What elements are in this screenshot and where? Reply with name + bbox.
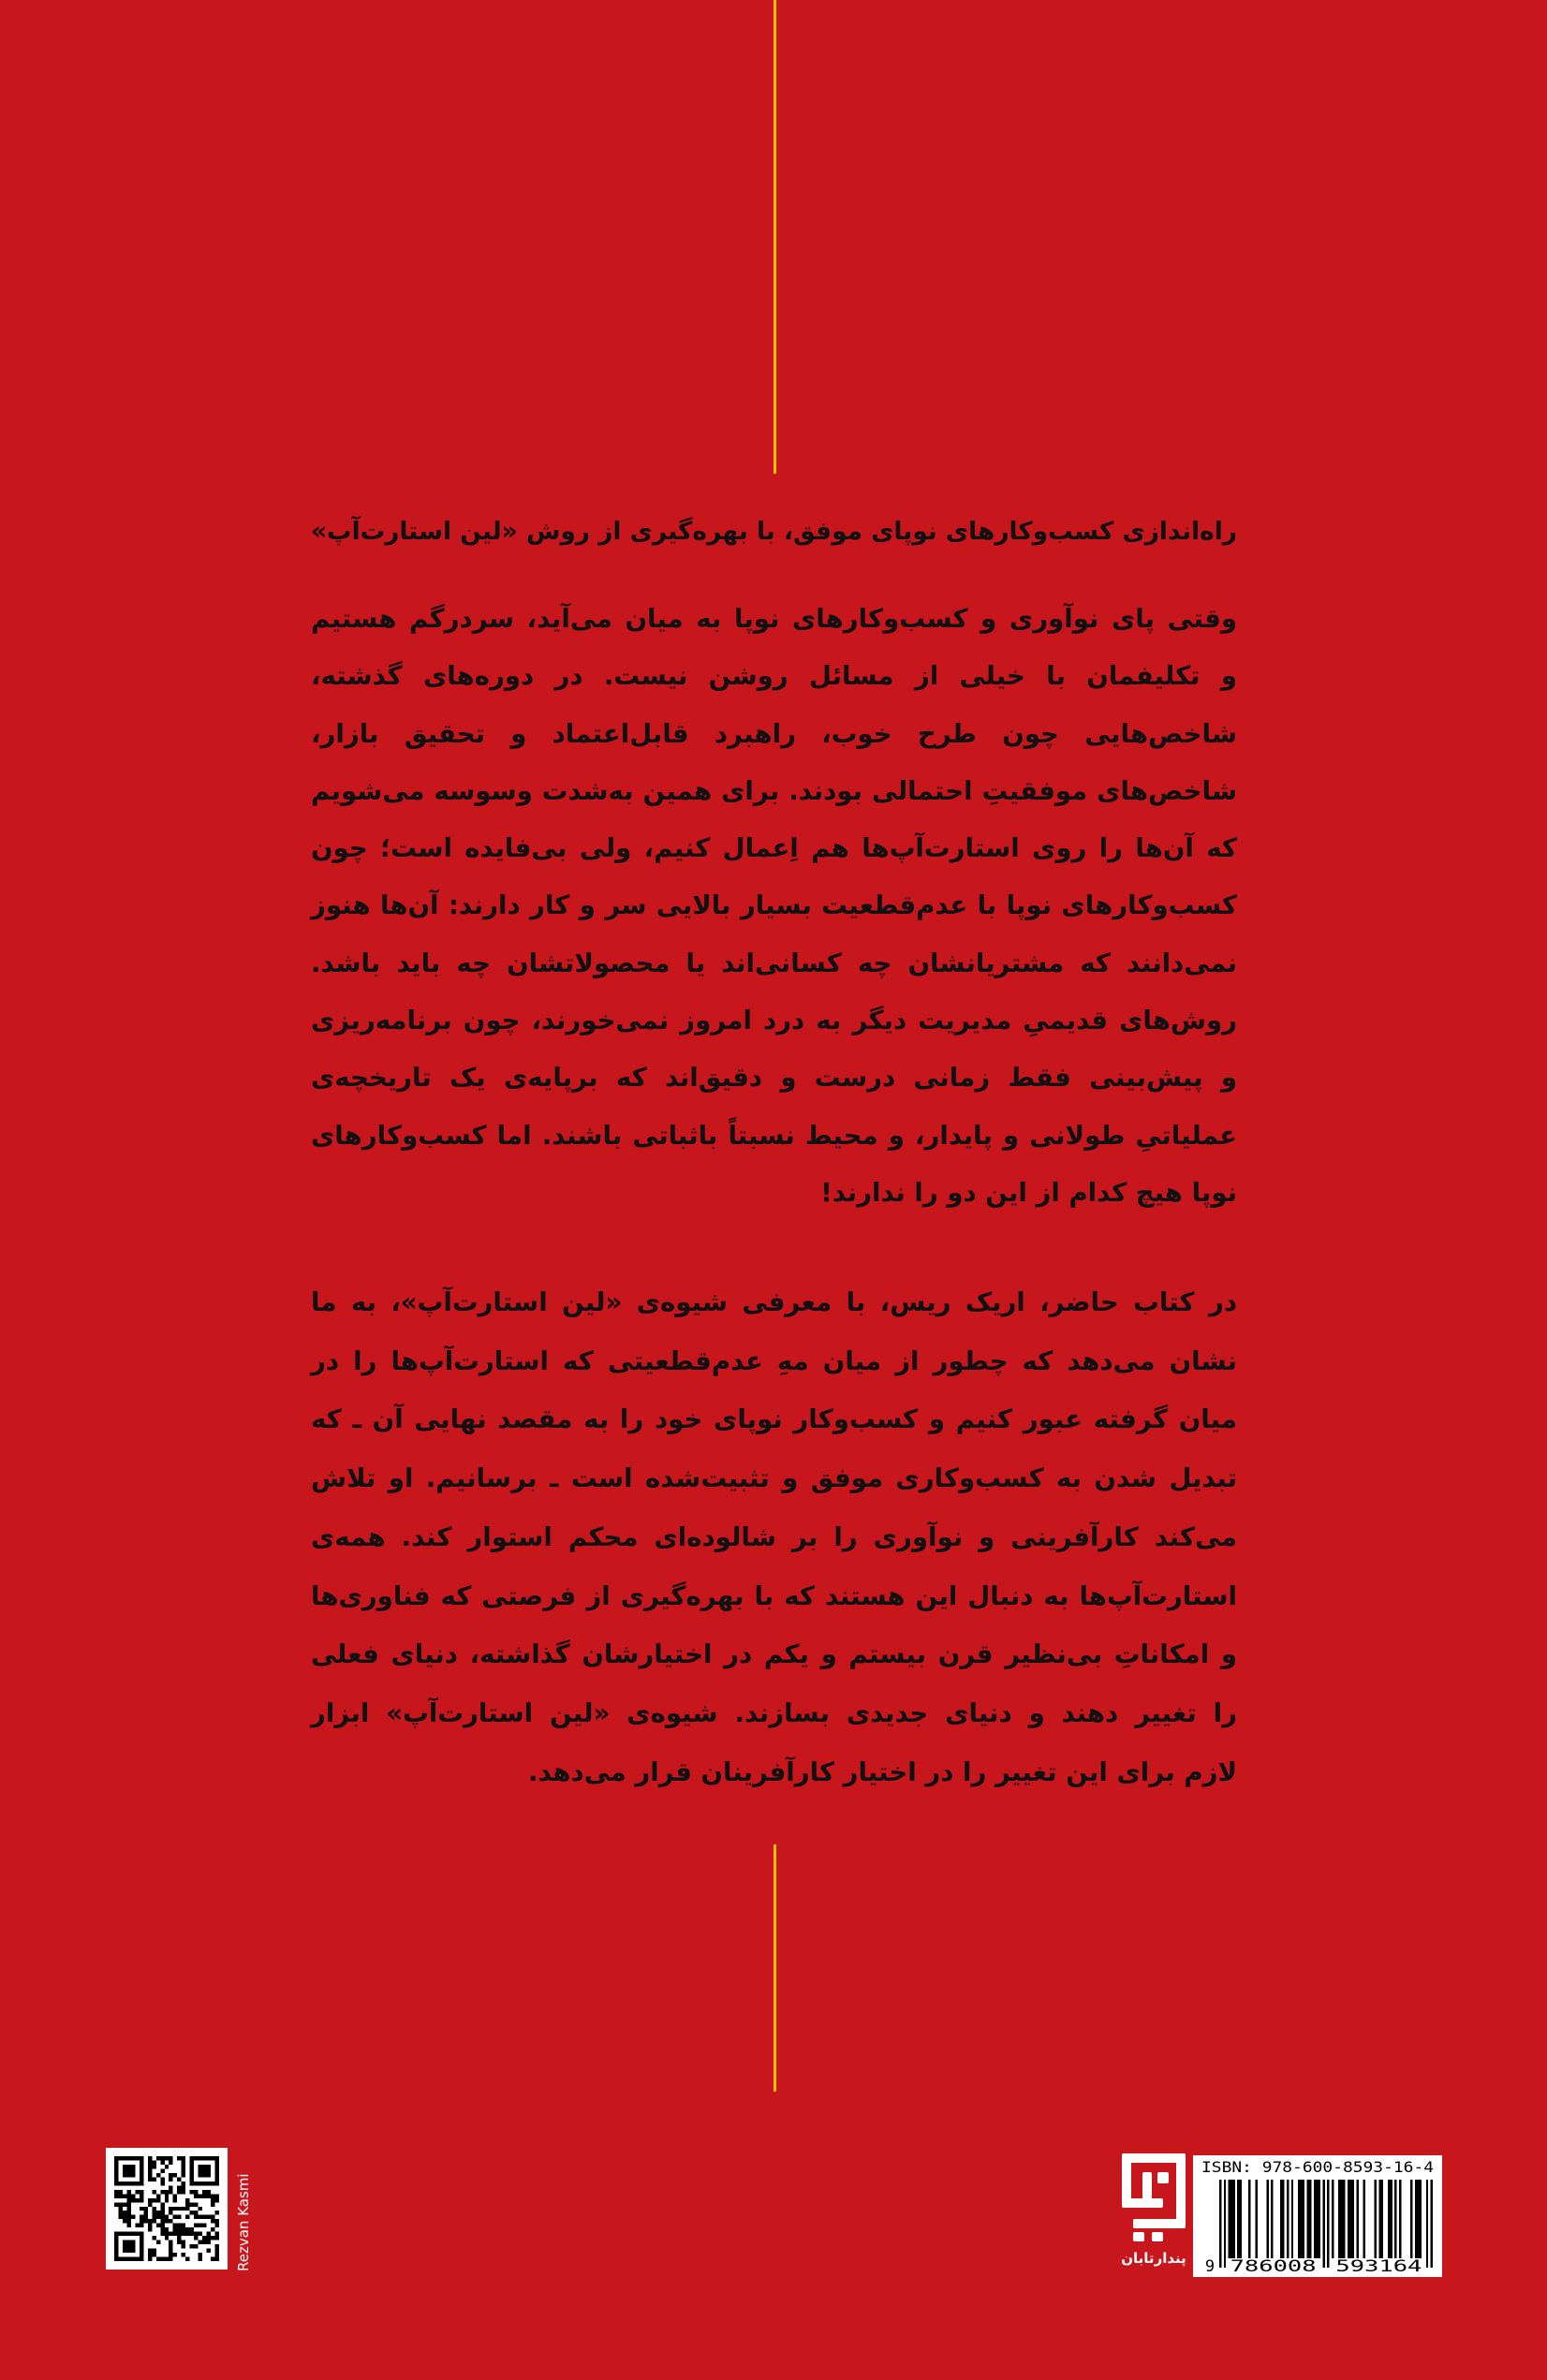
barcode-bar (1394, 2180, 1396, 2258)
paragraph-line: نوپا هیچ کدام از این دو را ندارند! (820, 1176, 1237, 1208)
top-accent-line (774, 0, 776, 474)
designer-credit: Rezvan Kasmi (235, 2173, 252, 2271)
qr-code-icon (106, 2148, 228, 2270)
paragraph-line: در کتاب حاضر، اریک ریس، با معرفی شیوه‌ی «لین استارت‌آپ»، به ما (311, 1286, 1237, 1317)
barcode-bar (1375, 2180, 1377, 2258)
barcode-bar (1426, 2180, 1428, 2268)
barcode-first-digit: 9 (1204, 2257, 1216, 2276)
bottom-accent-line (774, 1844, 776, 2092)
barcode-bar (1307, 2180, 1312, 2258)
paragraph-line: تبدیل شدن به کسب‌وکاری موفق و تثبیت‌شده است ـ برسانیم. او تلاش (311, 1462, 1237, 1494)
publisher-name: پندارتابان (1121, 2250, 1186, 2267)
paragraph-line: شاخص‌های موفقیتِ احتمالی بودند. برای همین به‌شدت وسوسه می‌شویم (311, 774, 1237, 806)
paragraph-line: استارت‌آپ‌ها به دنبال این هستند که با بهره‌گیری از فرصتی که فناوری‌ها (311, 1579, 1237, 1611)
logo-block (1133, 2219, 1186, 2228)
paragraph-line: و امکاناتِ بی‌نظیر قرن بیستم و یکم در اختیارشان گذاشته، دنیای فعلی (311, 1638, 1237, 1670)
barcode-bar (1363, 2180, 1365, 2258)
barcode-bar (1219, 2180, 1221, 2268)
publisher-logo-icon (1120, 2152, 1187, 2245)
paragraph-line: عملیاتیِ طولانی و پایدار، و محیط نسبتاً باثباتی باشند. اما کسب‌وکارهای (311, 1119, 1237, 1151)
barcode-bar (1229, 2180, 1235, 2258)
barcode-bar (1356, 2180, 1358, 2258)
barcode-bar (1327, 2180, 1329, 2268)
barcode-bar (1237, 2180, 1242, 2258)
barcode-bar (1266, 2180, 1268, 2258)
paragraph-line: و پیش‌بینی فقط زمانی درست و دقیق‌اند که برپایه‌ی یک تاریخچه‌ی (311, 1062, 1237, 1094)
paragraph-line: نشان می‌دهد که چطور از میان مهِ عدم‌قطعیتی که استارت‌آپ‌ها را در (311, 1344, 1237, 1376)
logo-block (1157, 2172, 1169, 2183)
paragraph-line: روش‌های قدیمیِ مدیریت دیگر به درد امروز نمی‌خورند، چون برنامه‌ریزی (311, 1005, 1237, 1036)
barcode-bar (1255, 2180, 1257, 2258)
barcode-bar (1378, 2180, 1383, 2258)
blurb-paragraph-1 (311, 590, 1237, 1221)
paragraph-line: که آن‌ها را روی استارت‌آپ‌ها هم اِعمال کنیم، ولی بی‌فایده است؛ چون (311, 832, 1237, 864)
isbn-barcode (1193, 2155, 1442, 2277)
barcode-bar (1314, 2180, 1320, 2258)
blurb-paragraph-2 (311, 1273, 1237, 1801)
paragraph-line: می‌کند کارآفرینی و نوآوری را بر شالوده‌ای محکم استوار کند. همه‌ی (311, 1521, 1237, 1552)
logo-block (1176, 2153, 1186, 2228)
barcode-bar (1298, 2180, 1304, 2258)
logo-block (1142, 2172, 1152, 2208)
logo-block (1122, 2153, 1186, 2163)
blurb-title: راه‌اندازی کسب‌وکارهای نوپای موفق، با بهره‌گیری از روش «لین استارت‌آپ» (311, 517, 1237, 546)
barcode-bar (1399, 2180, 1401, 2258)
barcode-bar (1410, 2180, 1412, 2258)
isbn-label: ISBN: 978-600-8593-16-4 (1201, 2158, 1434, 2176)
barcode-bar (1415, 2180, 1422, 2258)
paragraph-line: وقتی پای نوآوری و کسب‌وکارهای نوپا به میان می‌آید، سردرگم هستیم (311, 603, 1237, 634)
barcode-right-digits: 593164 (1335, 2257, 1422, 2276)
barcode-left-digits: 786008 (1230, 2257, 1317, 2276)
paragraph-line: لازم برای این تغییر را در اختیار کارآفرینان قرار می‌دهد. (528, 1756, 1237, 1787)
paragraph-line: میان گرفته عبور کنیم و کسب‌وکار نوپای خود را به مقصد نهایی آن ـ که (311, 1403, 1237, 1435)
paragraph-line: نمی‌دانند که مشتریانشان چه کسانی‌اند یا محصولاتشان چه باید باشد. (311, 947, 1237, 978)
paragraph-line: و تکلیفمان با خیلی از مسائل روشن نیست. در دوره‌های گذشته، (311, 660, 1237, 692)
barcode-bar (1338, 2180, 1345, 2258)
blurb-title-block (311, 503, 1237, 560)
barcode-bar (1280, 2180, 1285, 2258)
logo-block (1152, 2232, 1163, 2241)
barcode-bar (1271, 2180, 1273, 2258)
barcode-bar (1322, 2180, 1324, 2268)
paragraph-line: شاخص‌هایی چون طرح خوب، راهبرد قابل‌اعتماد و تحقیق بازار، (311, 717, 1237, 749)
barcode-bar (1388, 2180, 1392, 2258)
barcode-bar (1224, 2180, 1226, 2268)
barcode-bar (1287, 2180, 1289, 2258)
paragraph-line: را تغییر دهند و دنیای جدیدی بسازند. شیوه‌ی «لین استارت‌آپ» ابزار (311, 1697, 1237, 1728)
paragraph-line: کسب‌وکارهای نوپا با عدم‌قطعیت بسیار بالایی سر و کار دارند: آن‌ها هنوز (311, 889, 1237, 921)
barcode-bar (1248, 2180, 1250, 2258)
barcode-bar (1348, 2180, 1354, 2258)
barcode-bar (1291, 2180, 1293, 2258)
barcode-bar (1431, 2180, 1433, 2268)
barcode-bar (1332, 2180, 1333, 2258)
logo-block (1133, 2232, 1144, 2241)
